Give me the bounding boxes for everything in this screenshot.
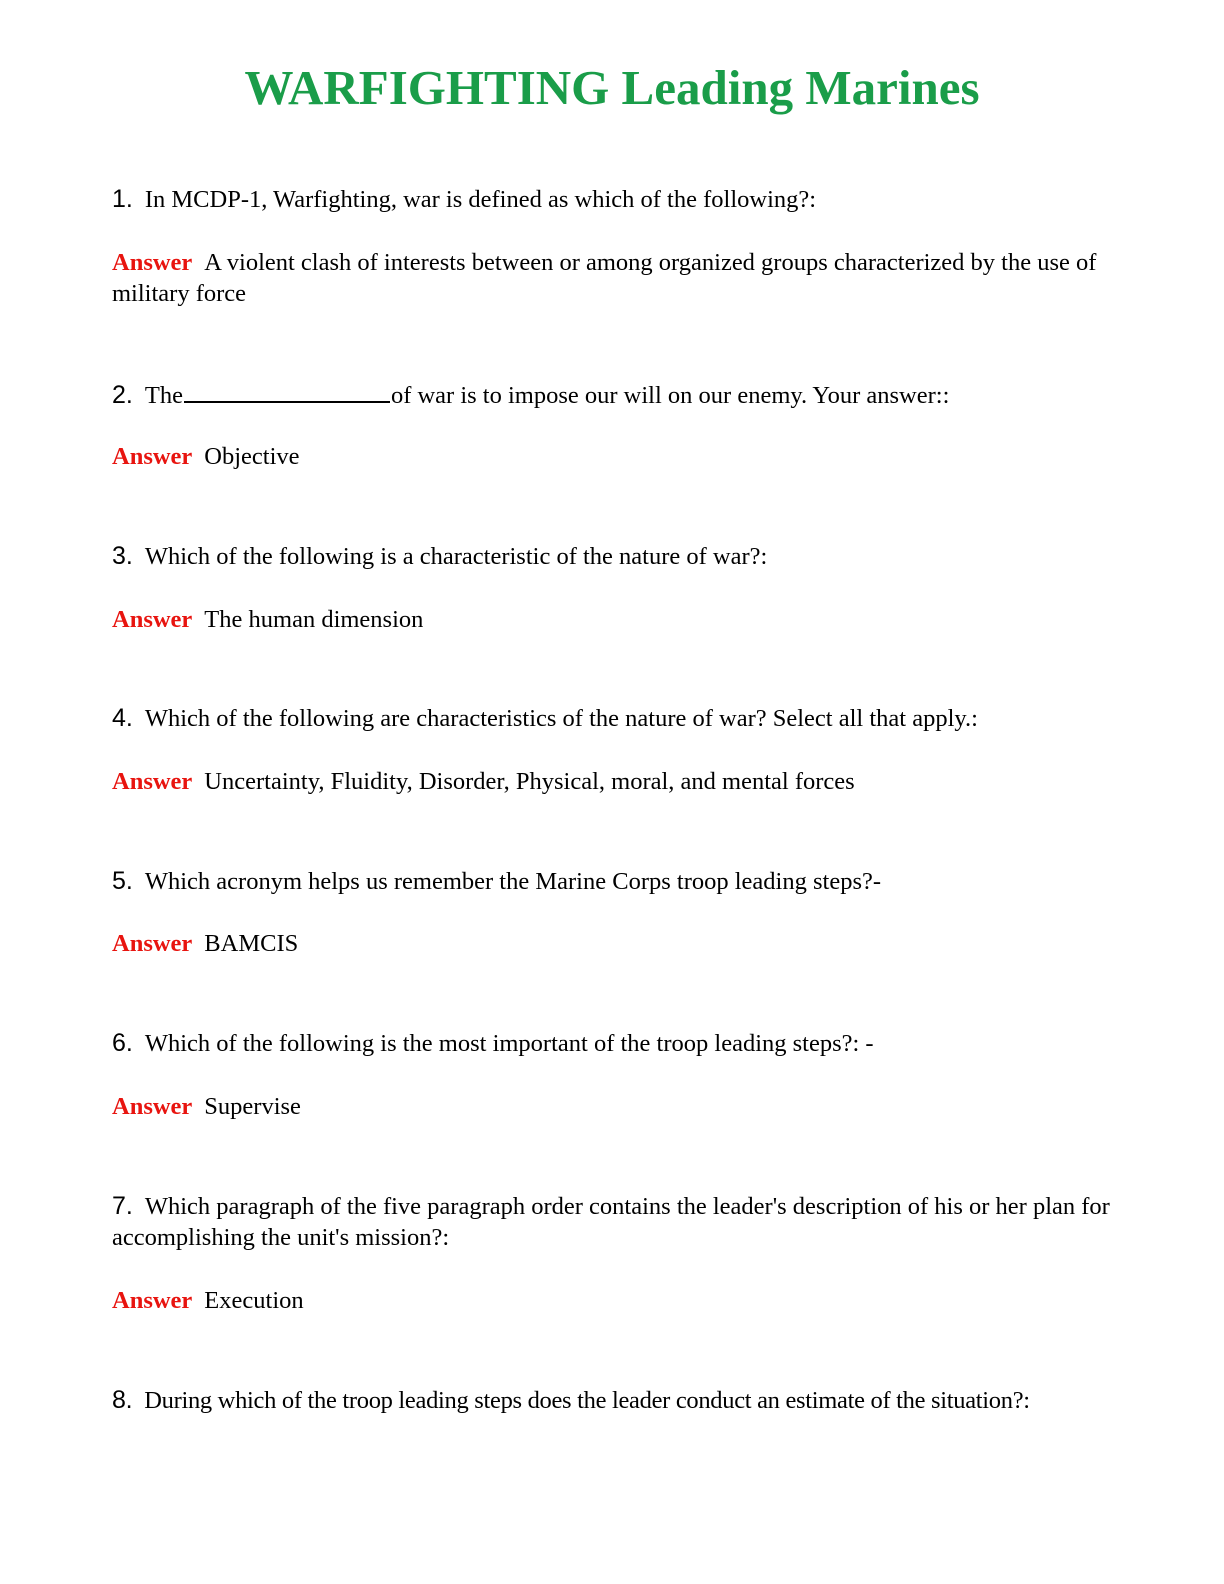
answer-label: Answer [112,249,193,276]
question-4 [112,703,1112,734]
question-number: 7. [112,1192,133,1220]
answer-5 [112,928,1112,959]
answer-2 [112,441,1112,472]
question-5 [112,866,1112,897]
answer-3 [112,604,1112,635]
answer-4 [112,766,1112,797]
question-text: During which of the troop leading steps does the leader conduct an estimate of the situation?: [144,1387,1030,1414]
answer-text: Execution [204,1287,304,1314]
question-number: 6. [112,1029,133,1057]
answer-7 [112,1285,1112,1316]
question-1 [112,184,1112,215]
question-3 [112,541,1112,572]
answer-1 [112,247,1112,309]
question-text: Which of the following is a characteristic of the nature of war?: [144,543,768,570]
answer-label: Answer [112,1093,193,1120]
question-number: 8. [112,1386,133,1414]
question-text: In MCDP-1, Warfighting, war is defined as which of the following?: [144,186,817,213]
question-2 [112,379,1112,411]
page-title: WARFIGHTING Leading Marines [244,60,980,115]
answer-6 [112,1091,1112,1122]
question-number: 5. [112,867,133,895]
question-8 [112,1385,1112,1416]
question-text: Which of the following are characteristics of the nature of war? Select all that apply.: [144,705,978,732]
question-number: 3. [112,542,133,570]
question-text-before-blank: The [144,382,183,409]
answer-text: Uncertainty, Fluidity, Disorder, Physical, moral, and mental forces [204,768,855,795]
answer-text: Supervise [204,1093,301,1120]
answer-text: Objective [204,443,300,470]
answer-label: Answer [112,606,193,633]
question-6 [112,1028,1112,1059]
answer-text: A violent clash of interests between or among organized groups characterized by the use of military force [112,249,1097,307]
question-text: Which acronym helps us remember the Marine Corps troop leading steps?- [144,868,882,895]
fill-in-blank [184,379,390,403]
answer-label: Answer [112,768,193,795]
answer-label: Answer [112,930,193,957]
question-number: 2. [112,381,133,409]
question-text-after-blank: of war is to impose our will on our enemy. Your answer:: [390,382,950,409]
question-number: 4. [112,704,133,732]
question-7 [112,1191,1112,1253]
question-text: Which of the following is the most important of the troop leading steps?: - [144,1030,874,1057]
answer-label: Answer [112,443,193,470]
answer-text: BAMCIS [204,930,299,957]
question-number: 1. [112,185,133,213]
question-text: Which paragraph of the five paragraph order contains the leader's description of his or her plan for accomplishing the unit's mission?: [112,1193,1110,1251]
answer-label: Answer [112,1287,193,1314]
answer-text: The human dimension [204,606,424,633]
